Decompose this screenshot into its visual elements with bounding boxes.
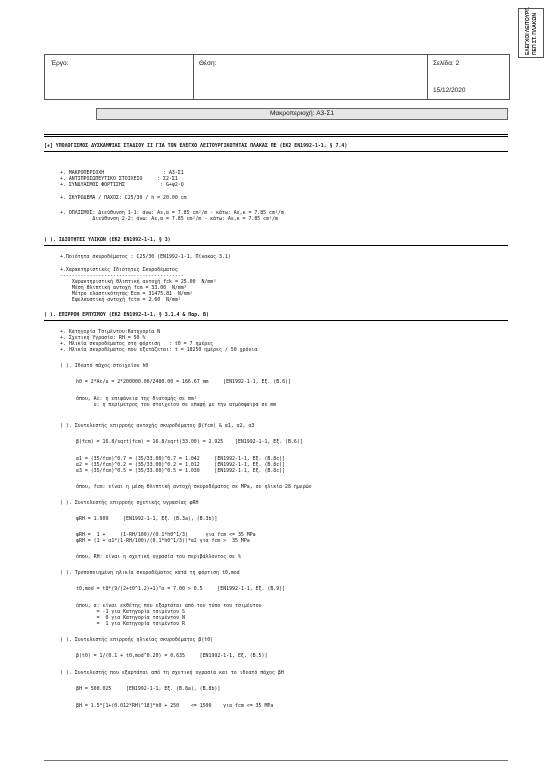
report-line: ( ). Συντελεστής επιρροής αντοχής σκυροδέματος β(fcm) & α1, α2, α3: [60, 423, 255, 429]
report-line: +. ΜΑΚΡΟΠΕΡΙΟΧΗ : A3-Σ1: [60, 170, 184, 176]
report-line: Εφελκυστική αντοχή fctm = 2.60 N/mm²: [66, 297, 181, 303]
report-line: φRH = (1 + α1*(1-RH/100)/(0.1*h0^1/3))*α2 για fcm > 35 MPa: [76, 538, 250, 544]
report-line: α2 = (35/fcm)^0.2 = (35/33.00)^0.2 = 1.012 [EN1992-1-1, Εξ. (B.8c)]: [76, 462, 286, 468]
project-label: Έργο:: [51, 60, 69, 67]
report-line: όπου, fcm: είναι η μέση θλιπτική αντοχή σκυροδέματος σε MPa, σε ηλικία 28 ημερών: [76, 484, 312, 490]
report-line: ( ). Τροποποιημένη ηλικία σκυροδέματος κατά τη φόρτιση t0,mod: [60, 570, 240, 576]
side-tag-line2: ΠΕΠ ΣΤ. ΠΛΑΚΩΝ: [532, 12, 538, 55]
report-line: +.Χαρακτηριστικές Ιδιότητες Σκυροδέματος: [60, 267, 178, 273]
macro-area-title: Μακροπεριοχή: A3-Σ1: [96, 108, 508, 120]
report-line: +.Ποιότητα σκυροδέματος : C25/30 (EN1992-1-1, Πίνακας 3.1): [60, 254, 231, 260]
report-line: = -1 για Κατηγορία τσιμέντου S: [76, 609, 185, 615]
report-line: = 1 για Κατηγορία τσιμέντου R: [76, 621, 185, 627]
report-line: t0,mod = t0*(9/(2+t0^1.2)+1)^α = 7.00 > 0.5 [EN1992-1-1, Εξ. (B.9)]: [76, 586, 286, 592]
report-line: βH = 1.5*[1+(0.012*RH)^18]*h0 + 250 <= 1500 για fcm <= 35 MPa: [76, 703, 274, 709]
report-line: ( ). Συντελεστής που εξαρτάται από τη σχετική υγρασία και το ιδεατό πάχος βH: [60, 670, 284, 676]
report-line: Διεύθυνση 2-2: άνω: As,α = 7.85 cm²/m - κάτω: As,κ = 7.85 cm²/m: [60, 216, 278, 222]
report-line: +. ΣΥΝΔΥΑΣΜΟΣ ΦΟΡΤΙΣΗΣ : G+ψ2·Q: [60, 182, 184, 188]
report-line: Μέση θλιπτική αντοχή fcm = 33.00 N/mm²: [66, 285, 187, 291]
report-line: φRH = 1 + (1-RH/100)/(0.1*h0^1/3) για fcm <= 35 MPa: [76, 532, 256, 538]
report-line: +. ΑΝΤΙΠΡΟΣΩΠΕΥΤΙΚΟ ΣΤΟΙΧΕΙΟ : Σ2-Σ1: [60, 176, 178, 182]
report-line: όπου, Ac: η επιφάνεια της διατομής σε mm²: [76, 396, 197, 402]
report-line: ( ). Ιδεατό πάχος στοιχείου h0: [60, 363, 149, 369]
report-line: όπου, RH: είναι η σχετική υγρασία του περιβάλλοντος σε %: [76, 554, 241, 560]
section-heading: [+] ΥΠΟΛΟΓΙΣΜΟΣ ΔΥΣΚΑΜΨΙΑΣ ΣΤΑΔΙΟΥ ΙΙ ΓΙΑ ΤΟΝ ΕΛΕΓΧΟ ΛΕΙΤΟΥΡΓΙΚΟΤΗΤΑΣ ΠΛΑΚΑΣ ΠΕ (ΕΚ2 EN1992-1-1, § 7.4): [44, 143, 348, 149]
report-line: α1 = (35/fcm)^0.7 = (35/33.00)^0.7 = 1.042 [EN1992-1-1, Εξ. (B.8c)]: [76, 456, 286, 462]
section-heading: ( ). ΕΠΙΡΡΟΗ ΕΡΠΥΣΜΟΥ (ΕΚ2 EN1992-1-1, § 3.1.4 & Παρ. B): [44, 312, 209, 318]
report-line: φRH = 1.909 [EN1992-1-1, Εξ. (B.3a), (B.3b)]: [76, 516, 218, 522]
report-line: ( ). Συντελεστής επιρροής ηλικίας σκυροδέματος β(t0): [60, 637, 214, 643]
report-line: όπου, α: είναι εκθέτης που εξαρτάται από τον τύπο του τσιμέντου: [76, 603, 262, 609]
report-line: ( ). Συντελεστής επιρροής σχετικής υγρασίας φRH: [60, 500, 199, 506]
report-line: β(fcm) = 16.8/sqrt(fcm) = 16.8/sqrt(33.00) = 2.925 [EN1992-1-1, Εξ. (B.6)]: [76, 439, 303, 445]
page-number: Σελίδα: 2: [433, 60, 460, 67]
report-line: α3 = (35/fcm)^0.5 = (35/33.00)^0.5 = 1.030 [EN1992-1-1, Εξ. (B.8c)]: [76, 468, 286, 474]
report-line: βH = 500.025 [EN1992-1-1, Εξ. (B.8a), (B.8b)]: [76, 686, 221, 692]
report-line: +. Σχετική Υγρασία: RH = 50 %: [60, 335, 146, 341]
report-line: ------------------------------------------: [60, 273, 184, 279]
side-tag-line1: ΕΛΕΓΧΟΙ ΛΕΙΤΟΥΡΓ.: [525, 6, 531, 55]
report-line: +. Ηλικία σκυροδέματος στη φόρτιση : t0 = 7 ημέρες: [60, 341, 214, 347]
report-line: +. Ηλικία σκυροδέματος που εξετάζεται: t = 18250 ημέρες / 50 χρόνια: [60, 347, 258, 353]
report-line: h0 = 2*Ac/u = 2*200000.00/2400.00 = 166.67 mm [EN1992-1-1, Εξ. (B.6)]: [76, 379, 291, 385]
position-label: Θέση:: [199, 60, 217, 67]
date: 15/12/2020: [433, 87, 466, 94]
report-line: u: η περίμετρος του στοιχείου σε επαφή με την ατμόσφαιρα σε mm: [76, 402, 277, 408]
report-line: Μέτρο ελαστικότητας Ecm = 31475.81 N/mm²: [66, 291, 193, 297]
report-line: +. ΟΠΛΙΣΜΟΣ: Διεύθυνση 1-1: άνω: As,α = 7.85 cm²/m - κάτω: As,κ = 7.85 cm²/m: [60, 210, 284, 216]
report-line: Χαρακτηριστική θλιπτική αντοχή fck = 25.00 N/mm²: [66, 279, 217, 285]
report-line: +. ΣΚΥΡΟΔΕΜΑ / ΠΑΧΟΣ: C25/30 / h = 20.00 cm: [60, 195, 187, 201]
report-line: +. Κατηγορία Τσιμέντου:Κατηγορία N: [60, 329, 161, 335]
report-line: = 0 για Κατηγορία τσιμέντου N: [76, 615, 185, 621]
report-line: β(t0) = 1/(0.1 + t0,mod^0.20) = 0.635 [EN1992-1-1, Εξ. (B.5)]: [76, 653, 268, 659]
section-heading: ( ). ΙΔΙΟΤΗΤΕΣ ΥΛΙΚΩΝ (ΕΚ2 EN1992-1-1, § 3): [44, 237, 171, 243]
